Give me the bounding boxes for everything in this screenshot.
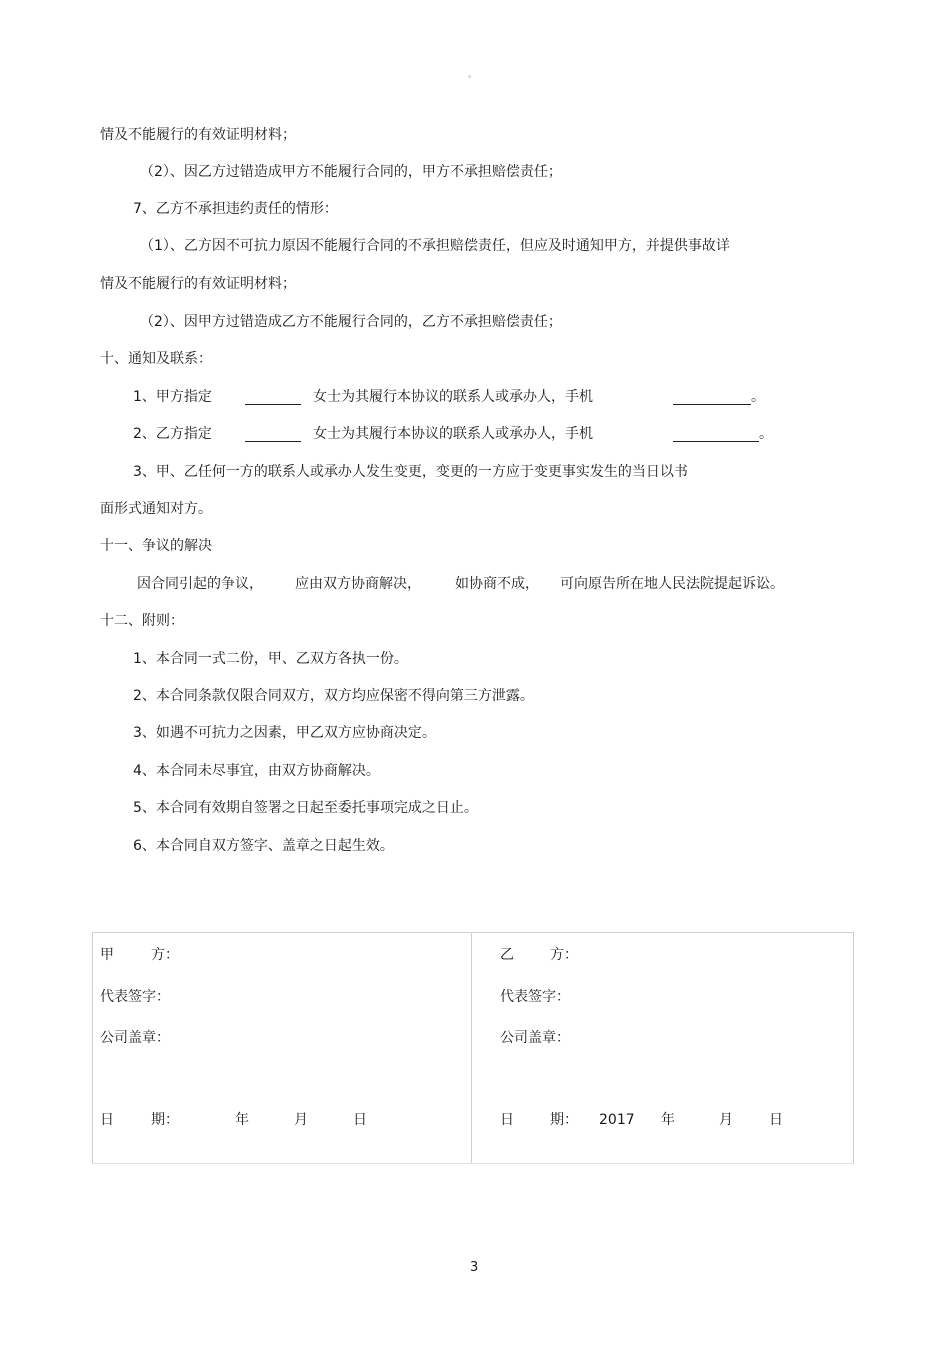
blank-field-phone-a xyxy=(673,390,751,405)
party-a-sign-label: 代表签字： xyxy=(100,989,170,1005)
party-b-date-char2: 期： xyxy=(550,1112,578,1128)
page-number: 3 xyxy=(470,1260,479,1275)
party-b-char2: 方： xyxy=(550,947,578,963)
party-a-year-unit: 年 xyxy=(235,1112,249,1128)
paragraph-line: 情及不能履行的有效证明材料； xyxy=(100,276,296,292)
notice-item-2-label: 2、乙方指定 xyxy=(133,426,212,442)
clause-item: （2）、因乙方过错造成甲方不能履行合同的，甲方不承担赔偿责任； xyxy=(140,164,562,180)
paragraph-line: 情及不能履行的有效证明材料； xyxy=(100,127,296,143)
notice-item-1-label: 1、甲方指定 xyxy=(133,389,212,405)
appendix-item-2: 2、本合同条款仅限合同双方，双方均应保密不得向第三方泄露。 xyxy=(133,688,534,704)
signature-table-divider xyxy=(471,932,472,1163)
appendix-item-3: 3、如遇不可抗力之因素，甲乙双方应协商决定。 xyxy=(133,725,436,741)
party-a-date-char1: 日 xyxy=(100,1112,114,1128)
notice-item-3: 3、甲、乙任何一方的联系人或承办人发生变更，变更的一方应于变更事实发生的当日以书 xyxy=(133,464,688,480)
party-a-month-unit: 月 xyxy=(294,1112,308,1128)
appendix-item-5: 5、本合同有效期自签署之日起至委托事项完成之日止。 xyxy=(133,800,478,816)
section-heading-10: 十、通知及联系： xyxy=(100,351,212,367)
party-b-year-unit: 年 xyxy=(661,1112,675,1128)
clause-item: （1）、乙方因不可抗力原因不能履行合同的不承担赔偿责任，但应及时通知甲方，并提供事故详 xyxy=(140,238,730,254)
blank-field-name-a xyxy=(245,390,301,405)
party-b-year-value: 2017 xyxy=(599,1112,635,1128)
party-b-seal-label: 公司盖章： xyxy=(500,1030,570,1046)
section-heading-11: 十一、争议的解决 xyxy=(100,538,212,554)
party-b-day-unit: 日 xyxy=(769,1112,783,1128)
signature-table xyxy=(92,932,854,1164)
section-heading-12: 十二、附则： xyxy=(100,613,184,629)
party-a-seal-label: 公司盖章： xyxy=(100,1030,170,1046)
party-b-char1: 乙 xyxy=(500,947,514,963)
party-b-sign-label: 代表签字： xyxy=(500,989,570,1005)
notice-item-1-text: 女士为其履行本协议的联系人或承办人，手机 xyxy=(313,389,593,405)
dispute-text-2: 应由双方协商解决， xyxy=(295,576,421,592)
party-a-date-char2: 期： xyxy=(151,1112,179,1128)
blank-field-phone-b xyxy=(673,427,759,442)
notice-item-2-text: 女士为其履行本协议的联系人或承办人，手机 xyxy=(313,426,593,442)
party-b-date-char1: 日 xyxy=(500,1112,514,1128)
notice-item-1-end: 。 xyxy=(751,389,765,405)
paragraph-line: 面形式通知对方。 xyxy=(100,501,212,517)
header-mark: 。 xyxy=(468,70,478,80)
party-a-char1: 甲 xyxy=(100,947,114,963)
dispute-text-3: 如协商不成， xyxy=(455,576,539,592)
notice-item-2-end: 。 xyxy=(759,426,773,442)
party-a-day-unit: 日 xyxy=(353,1112,367,1128)
dispute-text-4: 可向原告所在地人民法院提起诉讼。 xyxy=(560,576,784,592)
blank-field-name-b xyxy=(245,427,301,442)
party-b-month-unit: 月 xyxy=(719,1112,733,1128)
dispute-text-1: 因合同引起的争议， xyxy=(137,576,263,592)
clause-item: （2）、因甲方过错造成乙方不能履行合同的，乙方不承担赔偿责任； xyxy=(140,314,562,330)
appendix-item-1: 1、本合同一式二份，甲、乙双方各执一份。 xyxy=(133,651,408,667)
appendix-item-4: 4、本合同未尽事宜，由双方协商解决。 xyxy=(133,763,380,779)
party-a-char2: 方： xyxy=(151,947,179,963)
clause-heading: 7、乙方不承担违约责任的情形： xyxy=(133,201,338,217)
appendix-item-6: 6、本合同自双方签字、盖章之日起生效。 xyxy=(133,838,394,854)
